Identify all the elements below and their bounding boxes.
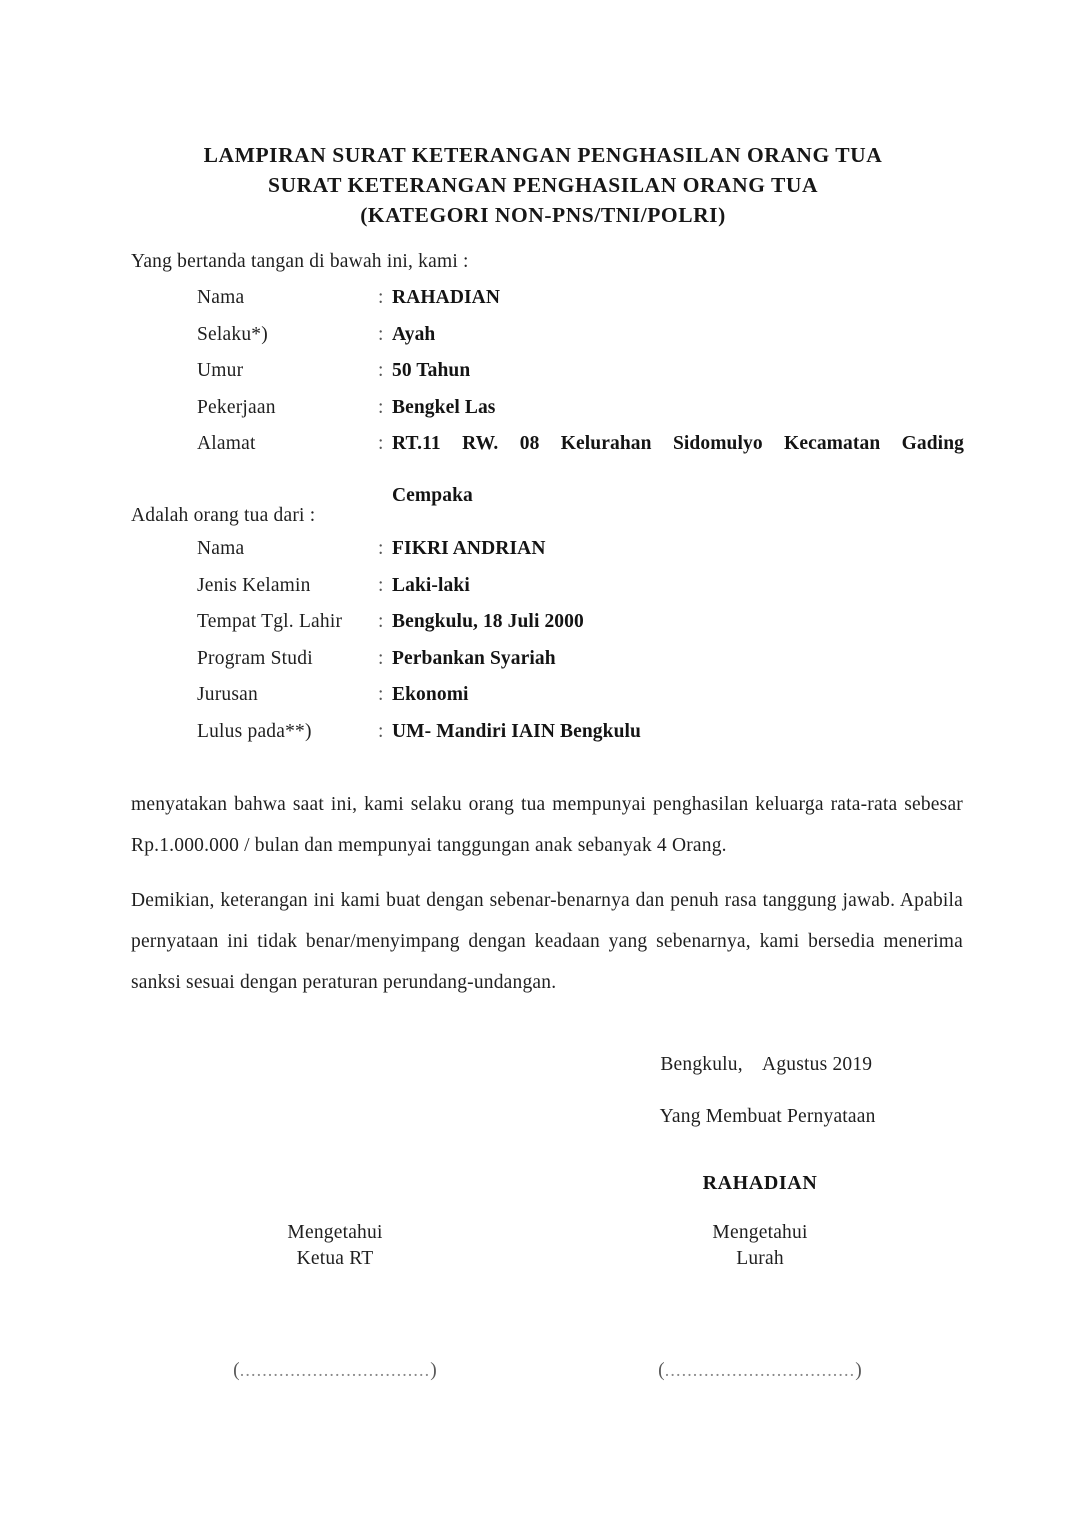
statement-paragraph-income: menyatakan bahwa saat ini, kami selaku orang tua mempunyai penghasilan keluarga rata-rata sebesar Rp.1.000.000 / bulan dan mempunyai tanggungan anak sebanyak 4 Orang.	[131, 794, 963, 856]
field-colon: :	[378, 647, 384, 669]
field-label: Jurusan	[197, 684, 258, 705]
paren-open: (	[658, 1360, 665, 1381]
signature-place-date: Bengkulu, Agustus 2019	[660, 1054, 873, 1075]
paren-open: (	[233, 1360, 240, 1381]
field-label: Pekerjaan	[197, 396, 276, 418]
field-value: FIKRI ANDRIAN	[392, 538, 546, 559]
lead-child-text: Adalah orang tua dari :	[131, 505, 316, 526]
field-label: Program Studi	[197, 647, 313, 669]
field-value: Laki-laki	[392, 574, 470, 596]
field-colon: :	[378, 611, 384, 632]
field-row-jenis-kelamin	[197, 573, 641, 599]
field-row-program-studi	[197, 646, 641, 672]
field-value: 50 Tahun	[392, 360, 471, 381]
field-row-tempat-tgl-lahir	[197, 609, 641, 635]
title-line-1: LAMPIRAN SURAT KETERANGAN PENGHASILAN ORANG TUA	[203, 143, 883, 167]
witness-heading: Mengetahui	[287, 1222, 383, 1243]
paren-close: )	[855, 1360, 862, 1381]
field-row-nama	[197, 285, 964, 311]
signature-caption: Yang Membuat Pernyataan	[659, 1106, 876, 1127]
field-colon: :	[378, 360, 384, 381]
document-title	[0, 140, 1086, 230]
dotted-line: ..................................	[664, 1360, 856, 1380]
lead-parent-text: Yang bertanda tangan di bawah ini, kami :	[131, 251, 469, 272]
field-value: Ayah	[392, 323, 436, 345]
field-row-lulus-pada	[197, 719, 641, 745]
witness-role: Ketua RT	[296, 1248, 374, 1269]
signature-place-date-block	[640, 1026, 876, 1156]
field-row-child-nama	[197, 536, 641, 562]
field-value: Ekonomi	[392, 684, 469, 705]
field-value-address	[392, 431, 964, 509]
address-line-1: RT.11 RW. 08 Kelurahan Sidomulyo Kecamatan Gading	[392, 433, 964, 454]
field-label: Nama	[197, 538, 245, 559]
field-colon: :	[378, 684, 384, 705]
child-field-list	[197, 536, 641, 755]
field-value: Perbankan Syariah	[392, 647, 556, 669]
witness-heading: Mengetahui	[712, 1222, 808, 1243]
witness-role: Lurah	[736, 1248, 784, 1269]
field-value: Bengkulu, 18 Juli 2000	[392, 611, 584, 632]
signature-line-ketua-rt	[210, 1360, 460, 1382]
address-line-2: Cempaka	[392, 485, 473, 506]
field-row-jurusan	[197, 682, 641, 708]
field-value: RAHADIAN	[392, 287, 501, 308]
field-label: Jenis Kelamin	[197, 574, 311, 596]
dotted-line: ..................................	[239, 1360, 431, 1380]
title-line-3: (KATEGORI NON-PNS/TNI/POLRI)	[360, 203, 726, 227]
field-value: UM- Mandiri IAIN Bengkulu	[392, 720, 641, 742]
signer-name: RAHADIAN	[702, 1172, 818, 1194]
field-colon: :	[378, 323, 384, 345]
field-row-pekerjaan	[197, 395, 964, 421]
field-label: Tempat Tgl. Lahir	[197, 611, 343, 632]
field-label: Umur	[197, 360, 244, 381]
witness-block-lurah	[640, 1220, 880, 1272]
statement-paragraph-declaration: Demikian, keterangan ini kami buat dengan sebenar-benarnya dan penuh rasa tanggung jawab. Apabila pernyataan ini tidak benar/menyimpang dengan keadaan yang sebenarnya, kami bersedia menerima sanksi sesuai dengan peraturan perundang-undangan.	[131, 890, 963, 993]
signature-line-lurah	[635, 1360, 885, 1382]
field-label: Nama	[197, 287, 245, 308]
field-label: Lulus pada**)	[197, 720, 312, 742]
field-colon: :	[378, 720, 384, 742]
field-colon: :	[378, 538, 384, 559]
field-value: Bengkel Las	[392, 396, 496, 418]
field-colon: :	[378, 287, 384, 308]
paren-close: )	[430, 1360, 437, 1381]
field-label: Alamat	[197, 433, 256, 454]
title-line-2: SURAT KETERANGAN PENGHASILAN ORANG TUA	[267, 173, 819, 197]
field-colon: :	[378, 433, 384, 454]
witness-block-ketua-rt	[215, 1220, 455, 1272]
field-label: Selaku*)	[197, 323, 268, 345]
field-colon: :	[378, 574, 384, 596]
field-colon: :	[378, 396, 384, 418]
parent-field-list	[197, 285, 964, 519]
field-row-umur	[197, 358, 964, 384]
field-row-selaku	[197, 322, 964, 348]
field-row-alamat	[197, 431, 964, 509]
